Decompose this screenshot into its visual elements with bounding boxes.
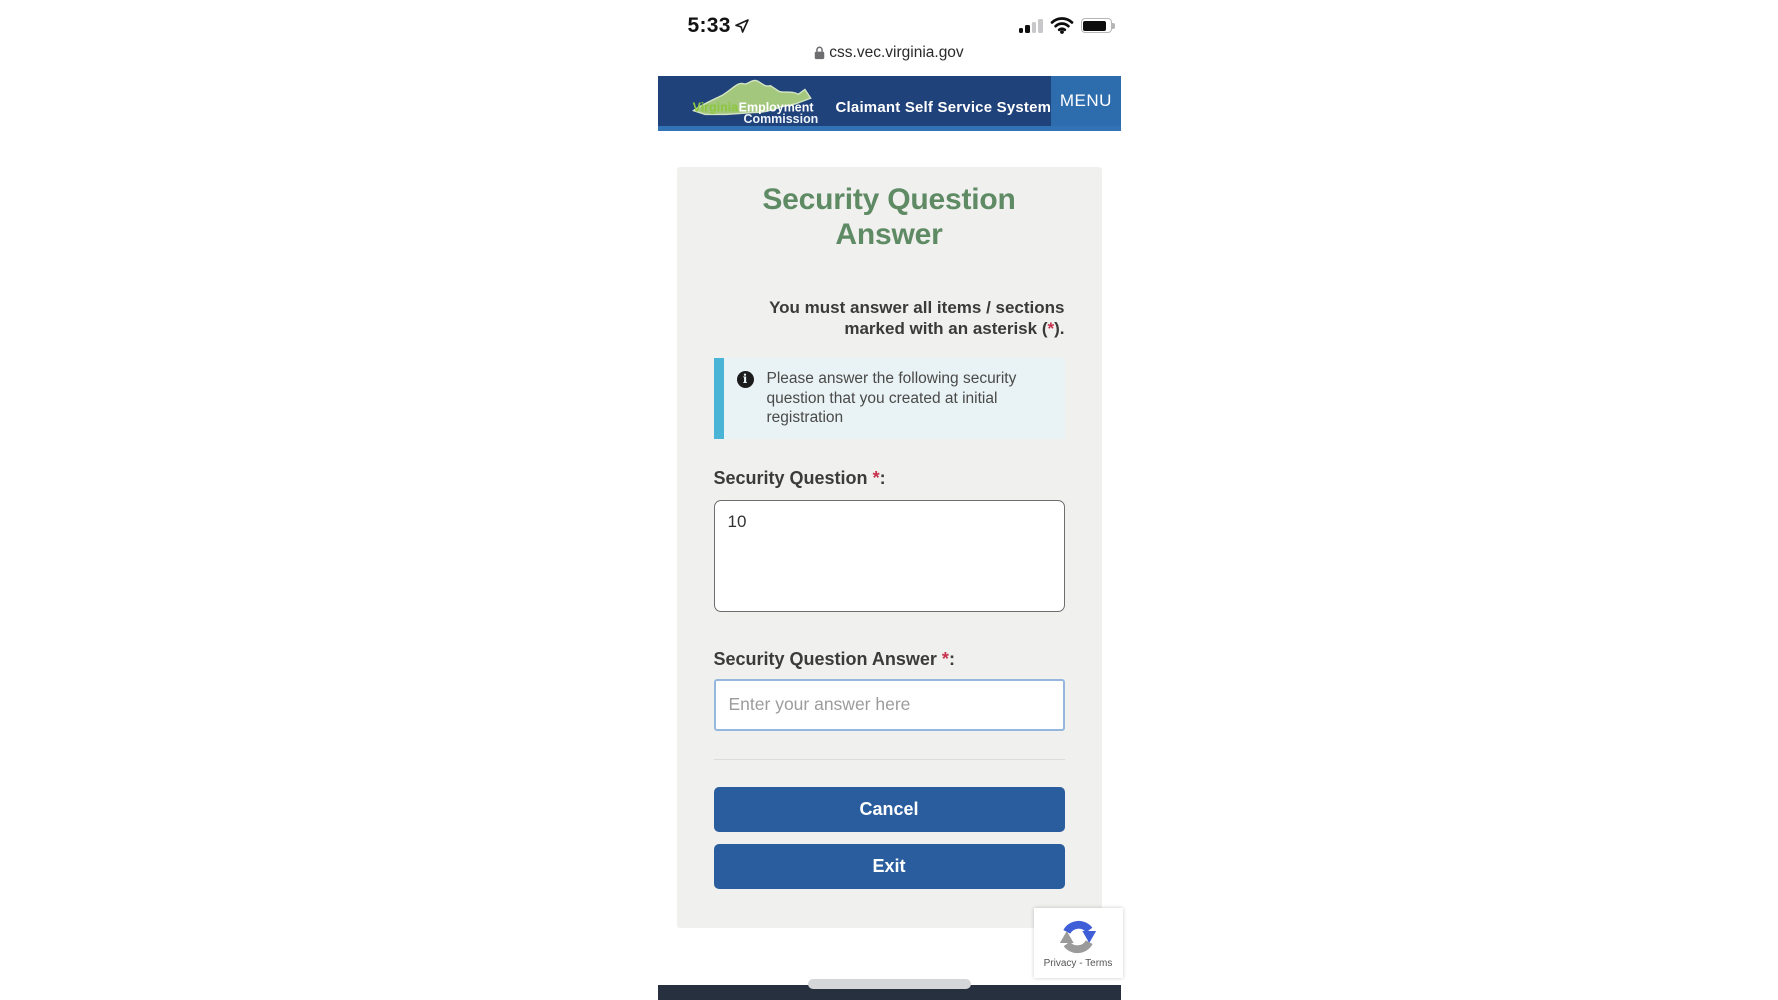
svg-text:Employment: Employment [738, 100, 814, 115]
security-answer-label [714, 649, 1065, 670]
section-divider [714, 759, 1065, 760]
label-colon: : [948, 648, 955, 669]
exit-button[interactable]: Exit [714, 844, 1065, 889]
recaptcha-badge[interactable] [1034, 908, 1123, 978]
required-asterisk: * [872, 467, 880, 488]
page-title: Security Question Answer [762, 183, 1016, 251]
status-icons [1019, 17, 1112, 34]
vec-logo[interactable] [686, 76, 824, 126]
phone-screen [658, 0, 1121, 1000]
info-alert [714, 358, 1065, 439]
cellular-signal-icon [1019, 18, 1043, 33]
required-asterisk: * [941, 648, 949, 669]
info-message: Please answer the following security question that you created at initial registration [766, 370, 1017, 426]
address-bar[interactable] [658, 42, 1121, 64]
wifi-icon [1050, 17, 1074, 34]
clock-time: 5:33 [687, 14, 731, 37]
recaptcha-icon [1059, 918, 1097, 956]
battery-icon [1081, 18, 1112, 33]
menu-button[interactable]: MENU [1051, 76, 1120, 126]
recaptcha-link-separator: - [1079, 957, 1083, 969]
info-icon: i [737, 371, 754, 388]
url-text: css.vec.virginia.gov [829, 44, 964, 61]
label-colon: : [879, 467, 886, 488]
status-time [688, 14, 749, 38]
security-answer-label-text: Security Question Answer [713, 648, 937, 669]
svg-text:Virginia: Virginia [692, 100, 738, 115]
app-title: Claimant Self Service System [835, 99, 1052, 116]
lock-icon [814, 46, 825, 60]
status-bar [658, 12, 1121, 44]
security-question-label-text: Security Question [713, 467, 868, 488]
recaptcha-links [1044, 958, 1113, 969]
virginia-state-outline-icon [686, 77, 824, 125]
security-question-field[interactable] [714, 500, 1065, 612]
form-card [677, 167, 1102, 928]
instruction-asterisk: * [1047, 319, 1055, 338]
cancel-button[interactable]: Cancel [714, 787, 1065, 832]
app-header [658, 76, 1121, 131]
location-arrow-icon [735, 19, 749, 33]
recaptcha-privacy-link[interactable]: Privacy [1043, 957, 1077, 969]
required-fields-instruction [714, 297, 1065, 339]
recaptcha-terms-link[interactable]: Terms [1085, 957, 1113, 969]
instruction-text: You must answer all items / sections marked with an asterisk ( [769, 298, 1065, 338]
svg-text:Commission: Commission [742, 112, 818, 125]
home-indicator[interactable] [808, 979, 971, 989]
security-answer-input[interactable] [714, 679, 1065, 731]
security-question-label [714, 468, 1065, 489]
instruction-suffix: ). [1054, 319, 1065, 338]
